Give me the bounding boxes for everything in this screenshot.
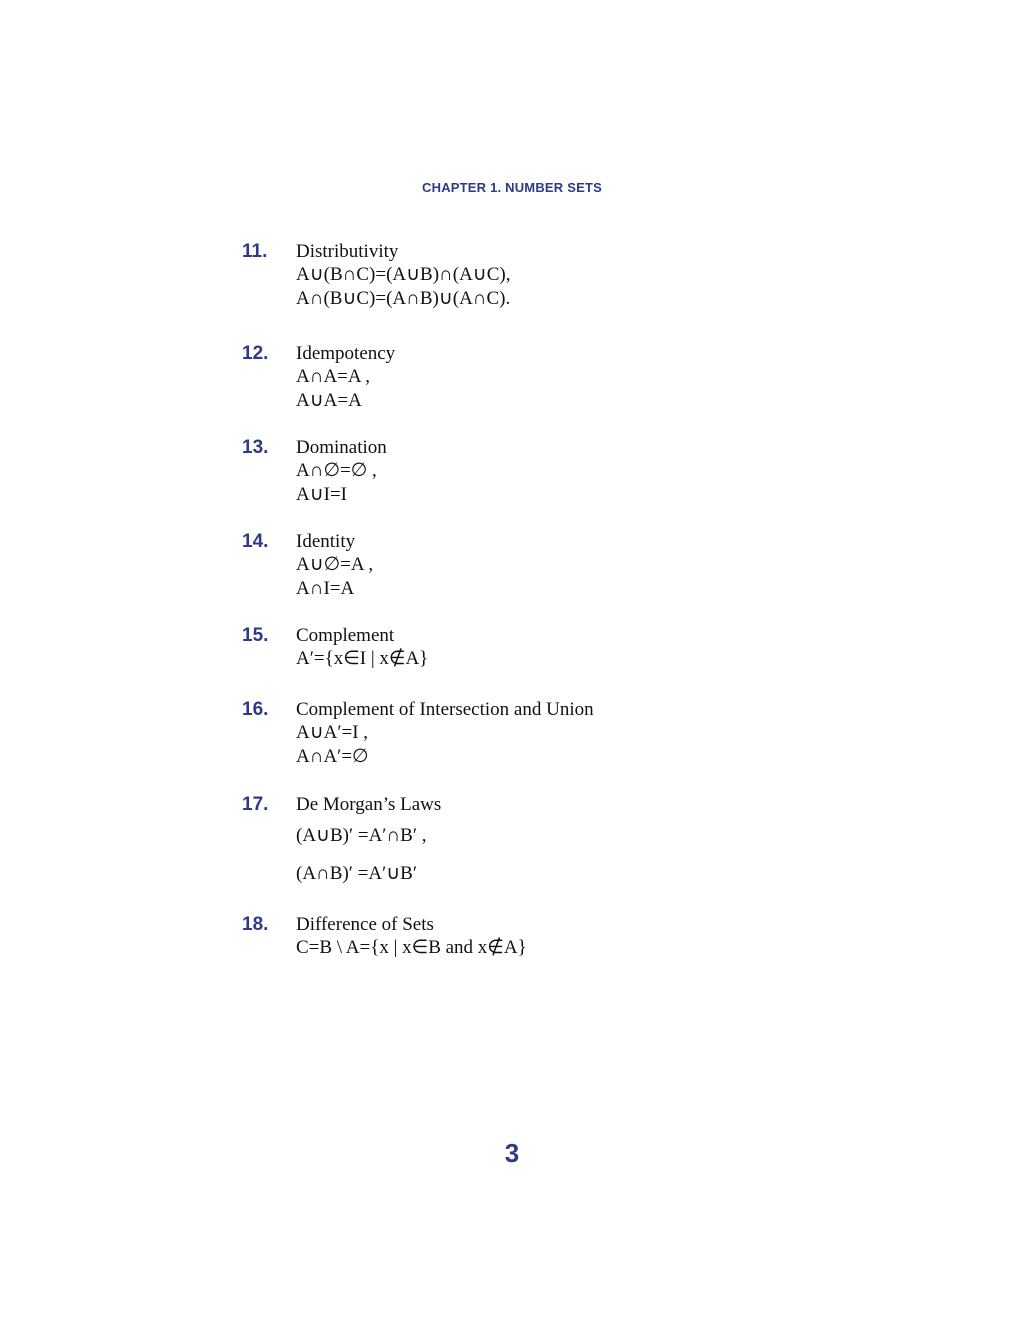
formula-line: A∪A=A: [296, 390, 362, 411]
item-body: [296, 343, 836, 413]
item-body: [296, 699, 836, 769]
running-header: CHAPTER 1. NUMBER SETS: [422, 180, 602, 195]
page-number: 3: [504, 1138, 520, 1168]
item-body: [296, 531, 836, 601]
item-number: 16.: [242, 699, 269, 720]
formula-line: A∩A=A ,: [296, 366, 371, 387]
item-number: 11.: [242, 241, 268, 262]
item-number: 13.: [242, 437, 269, 458]
formula-line: A′={x∈I | x∉A}: [296, 648, 429, 669]
law-title: Complement: [296, 625, 395, 646]
formula-line: A∩∅=∅ ,: [296, 460, 377, 481]
formula-line: A∩A′=∅: [296, 746, 369, 767]
formula-line: C=B \ A={x | x∈B and x∉A}: [296, 937, 527, 958]
law-title: Identity: [296, 531, 356, 552]
formula-line: A∪(B∩C)=(A∪B)∩(A∪C),: [296, 264, 511, 285]
item-body: [296, 794, 836, 892]
item-number: 12.: [242, 343, 269, 364]
formula-line: A∩(B∪C)=(A∩B)∪(A∩C).: [296, 288, 511, 309]
law-title: Domination: [296, 437, 387, 458]
law-title: Distributivity: [296, 241, 399, 262]
law-title: Idempotency: [296, 343, 396, 364]
formula-line: (A∪B)′ =A′∩B′ ,: [296, 825, 427, 846]
item-body: [296, 241, 836, 311]
item-body: [296, 914, 836, 960]
law-title: Difference of Sets: [296, 914, 434, 935]
item-number: 18.: [242, 914, 269, 935]
item-number: 14.: [242, 531, 269, 552]
item-number: 17.: [242, 794, 269, 815]
formula-line: A∪∅=A ,: [296, 554, 374, 575]
formula-line: A∪I=I: [296, 484, 347, 505]
formula-line: (A∩B)′ =A′∪B′: [296, 863, 418, 884]
item-number: 15.: [242, 625, 269, 646]
law-title: De Morgan’s Laws: [296, 794, 442, 815]
formula-line: A∩I=A: [296, 578, 355, 599]
item-body: [296, 625, 836, 671]
item-body: [296, 437, 836, 507]
law-title: Complement of Intersection and Union: [296, 699, 594, 720]
formula-line: A∪A′=I ,: [296, 722, 369, 743]
